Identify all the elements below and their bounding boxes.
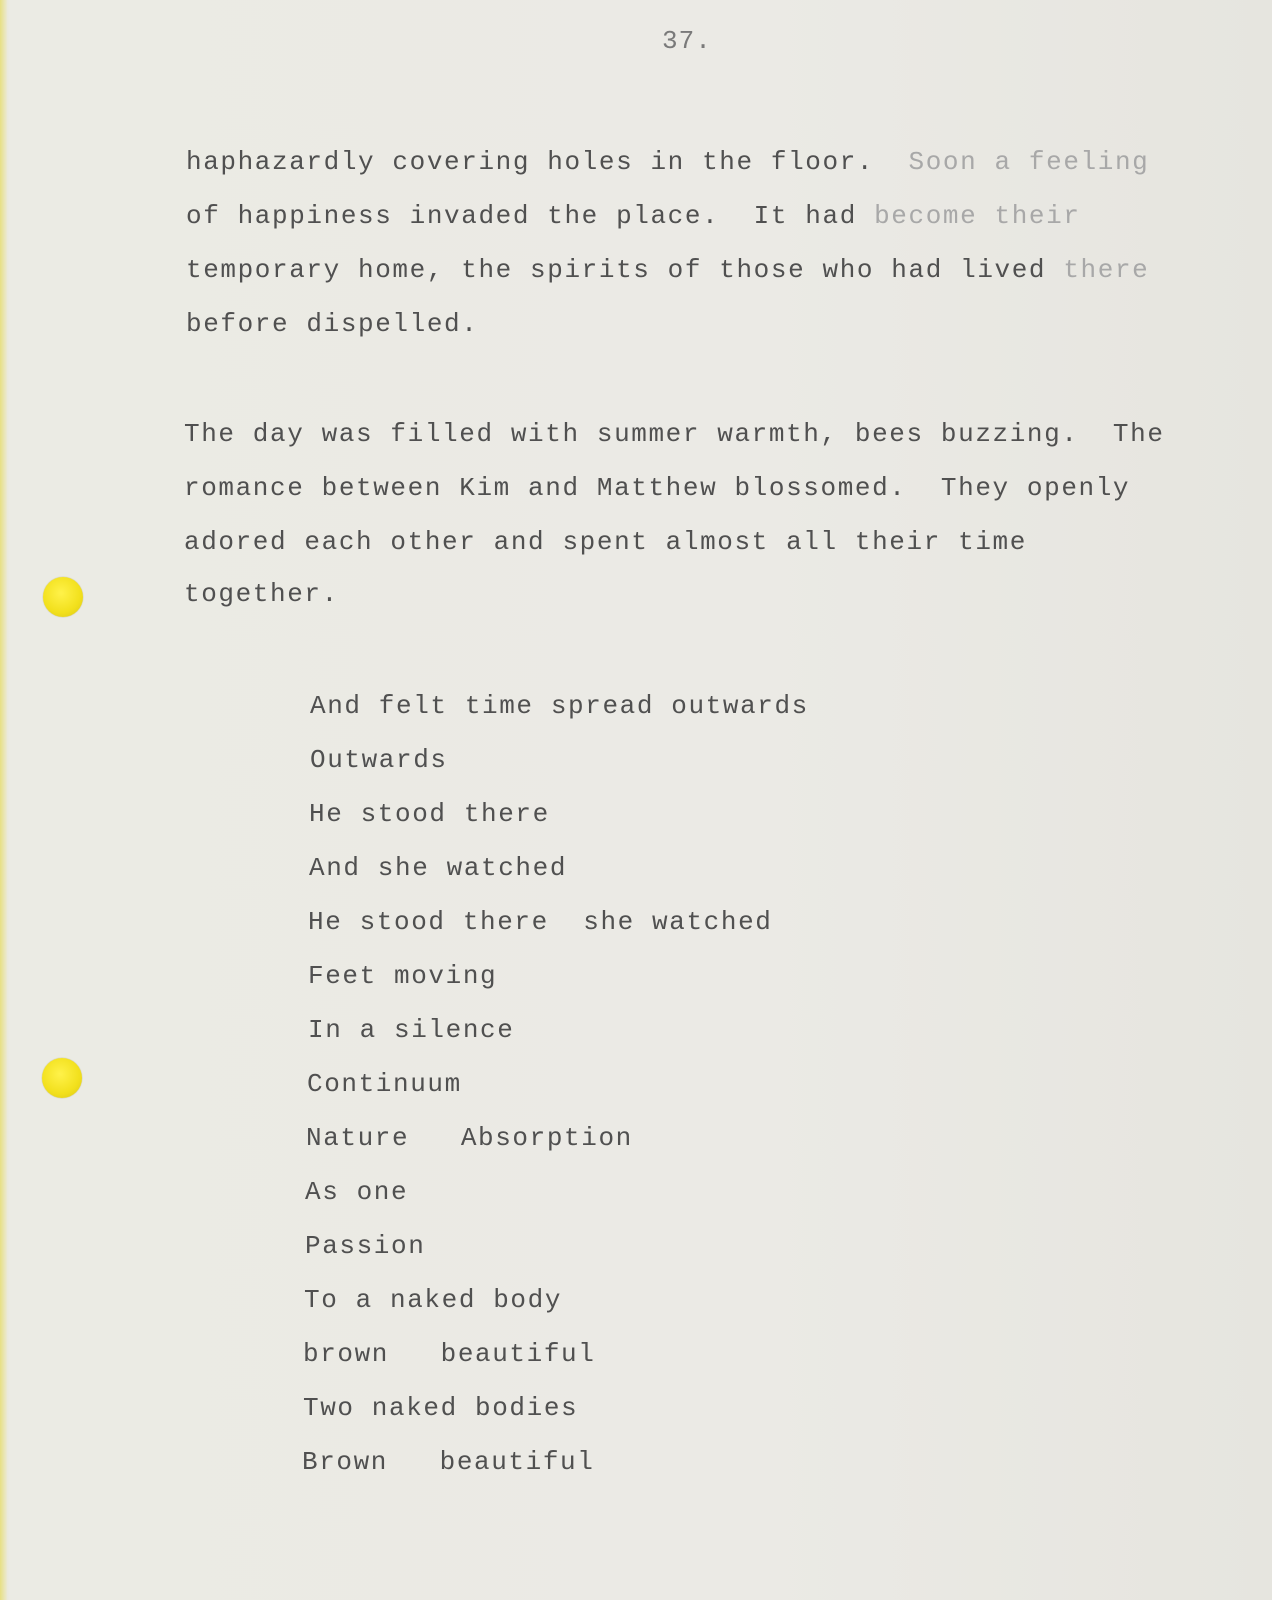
poem-line: And felt time spread outwards [310, 691, 809, 721]
punch-hole-bottom [42, 1058, 82, 1098]
poem-line: In a silence [308, 1015, 515, 1045]
poem-line: As one [305, 1177, 409, 1207]
punch-hole-top [43, 577, 83, 617]
poem-line: Feet moving [308, 961, 498, 991]
poem-line: Passion [305, 1231, 426, 1261]
poem-line: Brown beautiful [302, 1447, 595, 1477]
paragraph-line: together. [184, 579, 339, 609]
poem-line: To a naked body [304, 1285, 563, 1315]
paragraph-line: adored each other and spent almost all their time [184, 527, 1027, 557]
poem-line: Nature Absorption [306, 1123, 633, 1153]
poem-line: He stood there [309, 799, 550, 829]
paragraph-line: The day was filled with summer warmth, bees buzzing. The [184, 419, 1165, 449]
poem-line: Continuum [307, 1069, 462, 1099]
poem-line: And she watched [309, 853, 568, 883]
paragraph-line: before dispelled. [186, 309, 479, 339]
paragraph-line: romance between Kim and Matthew blossomed. They openly [184, 473, 1131, 503]
poem-line: He stood there she watched [308, 907, 773, 937]
poem-line: Outwards [310, 745, 448, 775]
poem-line: Two naked bodies [303, 1393, 579, 1423]
paragraph-line: of happiness invaded the place. It had become their [186, 201, 1081, 231]
paragraph-line: temporary home, the spirits of those who had lived there [186, 255, 1150, 285]
paragraph-line: haphazardly covering holes in the floor. Soon a feeling [186, 147, 1150, 177]
paper-edge [0, 0, 7, 1600]
page-number: 37. [662, 26, 712, 56]
poem-line: brown beautiful [303, 1339, 596, 1369]
